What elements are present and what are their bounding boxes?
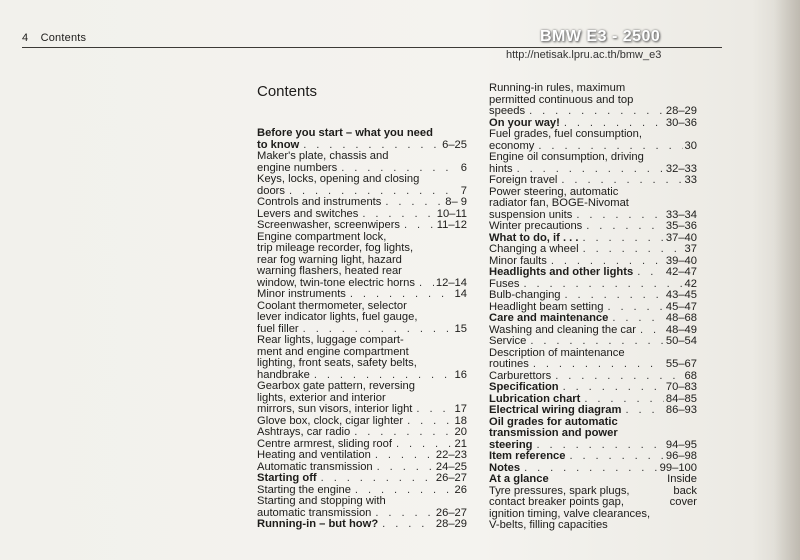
dot-leader <box>415 278 434 290</box>
entry-last-line <box>257 519 467 531</box>
contents-entry <box>257 381 467 416</box>
entry-title-line: fuel filler <box>257 322 299 335</box>
at-a-glance-page-line: back <box>673 484 697 497</box>
entry-title-line: lever indicator lights, fuel gauge, <box>257 311 418 323</box>
entry-title-line: Automatic transmission <box>257 460 373 473</box>
contents-entry <box>257 128 467 151</box>
entry-page-ref: 26–27 <box>435 472 467 484</box>
entry-title-line: Fuses <box>489 277 520 290</box>
entry-page-ref: 32–33 <box>665 162 697 175</box>
entry-page-ref: 10–11 <box>436 207 467 220</box>
contents-entry <box>257 289 467 301</box>
entry-title-line: Rear lights, luggage compart- <box>257 334 404 346</box>
dot-leader <box>381 197 443 209</box>
contents-entry <box>257 174 467 197</box>
dot-leader <box>579 244 683 256</box>
entry-title-line: hints <box>489 162 513 175</box>
entry-page-ref: 55–67 <box>665 358 697 370</box>
entry-title-line: Before you start – what you need <box>257 127 433 139</box>
entry-page-ref: 28–29 <box>435 518 467 530</box>
entry-title-line: warning flashers, heated rear <box>257 265 402 277</box>
entry-page-ref: 8– 9 <box>445 196 467 208</box>
dot-leader <box>608 313 663 325</box>
dot-leader <box>557 175 682 187</box>
entry-title-line: Service <box>489 335 527 347</box>
entry-title-line: Specification <box>489 381 559 393</box>
contents-entry <box>489 348 697 371</box>
entry-title-line: Gearbox gate pattern, reversing <box>257 380 415 392</box>
entry-title-line: Oil grades for automatic <box>489 415 618 428</box>
contents-entry <box>257 427 467 439</box>
entry-title-line: Description of maintenance <box>489 346 625 359</box>
dot-leader <box>603 302 663 314</box>
contents-entry <box>489 313 697 325</box>
header-page-number: 4 <box>22 32 29 44</box>
entry-title-line: suspension units <box>489 208 573 221</box>
entry-last-line <box>489 175 697 187</box>
entry-title-line: lights, exterior and interior <box>257 391 386 404</box>
entry-page-ref: 17 <box>454 403 467 415</box>
dot-leader <box>526 336 664 348</box>
contents-entry <box>257 519 467 531</box>
page-title: Contents <box>257 83 318 100</box>
contents-entry <box>489 382 697 394</box>
entry-title-line: Maker's plate, chassis and <box>257 150 389 162</box>
entry-page-ref: 86–93 <box>665 404 697 416</box>
at-a-glance-page-line: cover <box>669 496 697 508</box>
entry-page-ref: 33–34 <box>665 208 697 221</box>
dot-leader <box>582 221 664 233</box>
contents-entry <box>489 336 697 348</box>
entry-last-line <box>489 290 697 302</box>
entry-last-line <box>489 106 697 118</box>
entry-title-line: Power steering, automatic <box>489 185 619 198</box>
entry-title-line: mirrors, sun visors, interior light <box>257 403 413 415</box>
entry-title-line: steering <box>489 438 533 451</box>
entry-page-ref: 26 <box>454 483 467 496</box>
entry-title-line: What to do, if . . . <box>489 231 579 244</box>
contents-entry <box>489 417 697 452</box>
entry-page-ref: 16 <box>454 368 467 381</box>
entry-title-line: Levers and switches <box>257 207 359 220</box>
entry-page-ref: 43–45 <box>665 289 697 301</box>
entry-title-line: to know <box>257 138 300 151</box>
entry-page-ref: 42 <box>684 277 697 290</box>
entry-title-line: permitted continuous and top <box>489 93 634 106</box>
entry-title-line: On your way! <box>489 116 560 129</box>
entry-page-ref: 48–68 <box>665 312 697 324</box>
dot-leader <box>371 450 434 462</box>
entry-page-ref: 37 <box>684 243 697 255</box>
entry-title-line: Running-in rules, maximum <box>489 82 626 94</box>
entry-page-ref: 30–36 <box>665 116 697 129</box>
entry-page-ref: 30 <box>684 139 697 152</box>
entry-last-line <box>489 359 697 371</box>
entry-page-ref: 68 <box>684 369 697 382</box>
contents-entry <box>257 220 467 232</box>
dot-leader <box>371 508 433 520</box>
entry-title-line: Starting the engine <box>257 483 351 496</box>
entry-last-line <box>257 197 467 209</box>
contents-entry <box>489 175 697 187</box>
contents-entry <box>257 335 467 381</box>
contents-entry <box>257 450 467 462</box>
dot-leader <box>403 416 452 428</box>
dot-leader <box>566 451 664 463</box>
dot-leader <box>559 382 664 394</box>
contents-right-entries <box>489 83 697 474</box>
entry-title-line: Bulb-changing <box>489 289 561 301</box>
at-a-glance-pages <box>667 474 697 509</box>
entry-page-ref: 15 <box>454 322 467 335</box>
entry-page-ref: 6–25 <box>442 138 467 151</box>
entry-page-ref: 20 <box>454 426 467 438</box>
dot-leader <box>633 267 664 279</box>
entry-page-ref: 18 <box>454 414 467 427</box>
entry-title-line: Starting off <box>257 472 317 484</box>
entry-last-line <box>489 382 697 394</box>
entry-page-ref: 11–12 <box>436 219 467 231</box>
entry-page-ref: 39–40 <box>665 254 697 267</box>
entry-title-line: Starting and stopping with <box>257 495 386 507</box>
entry-title-line: Coolant thermometer, selector <box>257 299 407 312</box>
dot-leader <box>572 210 664 222</box>
entry-last-line <box>489 267 697 279</box>
contents-entry <box>257 301 467 336</box>
header-section: Contents <box>40 32 87 44</box>
contents-entry <box>489 187 697 222</box>
watermark-title: BMW E3 - 2500 <box>540 28 661 45</box>
entry-page-ref: 37–40 <box>665 231 697 244</box>
entry-title-line: engine numbers <box>257 161 338 174</box>
contents-entry <box>489 405 697 417</box>
entry-page-ref: 84–85 <box>665 392 697 405</box>
entry-page-ref: 21 <box>454 437 467 450</box>
dot-leader <box>578 233 663 245</box>
contents-entry <box>489 451 697 463</box>
entry-page-ref: 48–49 <box>665 323 697 336</box>
contents-entry <box>489 244 697 256</box>
entry-page-ref: 6 <box>460 161 467 174</box>
header-rule <box>22 47 722 48</box>
entry-title-line: Minor instruments <box>257 288 346 300</box>
entry-page-ref: 24–25 <box>435 460 467 473</box>
entry-title-line: speeds <box>489 105 526 117</box>
contents-entry <box>489 83 697 118</box>
dot-leader <box>317 473 434 485</box>
entry-title-line: Washing and cleaning the car <box>489 323 636 336</box>
entry-page-ref: 28–29 <box>665 105 697 117</box>
at-a-glance-line: V-belts, filling capacities <box>489 519 608 531</box>
entry-title-line: Centre armrest, sliding roof <box>257 437 392 450</box>
entry-title-line: Fuel grades, fuel consumption, <box>489 128 642 140</box>
entry-title-line: window, twin-tone electric horns <box>257 276 415 289</box>
entry-last-line <box>257 450 467 462</box>
entry-last-line <box>489 313 697 325</box>
entry-last-line <box>489 405 697 417</box>
entry-page-ref: 70–83 <box>665 381 697 393</box>
entry-page-ref: 94–95 <box>665 438 697 451</box>
entry-title-line: Engine oil consumption, driving <box>489 151 644 163</box>
contents-entry <box>257 496 467 519</box>
entry-title-line: Carburettors <box>489 369 552 382</box>
entry-title-line: doors <box>257 184 285 197</box>
dot-leader <box>350 427 452 439</box>
entry-title-line: transmission and power <box>489 427 618 439</box>
entry-last-line <box>257 220 467 232</box>
entry-last-line <box>489 244 697 256</box>
watermark-url: http://netisak.lpru.ac.th/bmw_e3 <box>506 49 662 61</box>
entry-last-line <box>489 451 697 463</box>
entry-last-line <box>257 289 467 301</box>
entry-page-ref: 35–36 <box>665 220 697 232</box>
entry-title-line: Foreign travel <box>489 174 558 186</box>
entry-title-line: Minor faults <box>489 254 547 267</box>
entry-title-line: Headlight beam setting <box>489 300 604 313</box>
dot-leader <box>400 220 435 232</box>
at-a-glance-line: contact breaker points gap, <box>489 496 624 508</box>
dot-leader <box>551 371 682 383</box>
entry-title-line: ment and engine compartment <box>257 345 409 358</box>
entry-page-ref: 45–47 <box>665 300 697 313</box>
entry-page-ref: 33 <box>684 174 697 186</box>
entry-title-line: radiator fan, BOGE-Nivomat <box>489 197 629 209</box>
dot-leader <box>373 462 434 474</box>
contents-right-column <box>489 83 697 532</box>
entry-page-ref: 42–47 <box>665 266 697 278</box>
entry-title-line: Engine compartment lock, <box>257 230 387 243</box>
entry-last-line <box>257 404 467 416</box>
at-a-glance-line: ignition timing, valve clearances, <box>489 507 651 520</box>
entry-page-ref: 99–100 <box>659 461 697 474</box>
contents-entry <box>489 290 697 302</box>
entry-title-line: Item reference <box>489 450 566 462</box>
entry-last-line <box>257 473 467 485</box>
entry-page-ref: 14 <box>454 288 467 300</box>
dot-leader <box>529 359 664 371</box>
contents-entry <box>257 151 467 174</box>
entry-title-line: Glove box, clock, cigar lighter <box>257 414 404 427</box>
entry-title-line: Care and maintenance <box>489 312 609 324</box>
at-a-glance-heading: At a glance <box>489 473 549 485</box>
entry-title-line: Ashtrays, car radio <box>257 426 351 438</box>
at-a-glance-entry <box>489 474 697 532</box>
entry-last-line <box>489 221 697 233</box>
entry-title-line: rear fog warning light, hazard <box>257 253 402 266</box>
contents-entry <box>489 221 697 233</box>
entry-title-line: trip mileage recorder, fog lights, <box>257 242 414 254</box>
entry-title-line: Changing a wheel <box>489 243 579 255</box>
entry-page-ref: 7 <box>460 184 467 197</box>
entry-title-line: Electrical wiring diagram <box>489 404 622 416</box>
running-header <box>22 32 86 44</box>
entry-page-ref: 26–27 <box>435 506 467 519</box>
dot-leader <box>561 290 664 302</box>
entry-title-line: routines <box>489 358 529 370</box>
contents-entry <box>257 197 467 209</box>
entry-title-line: lighting, front seats, safety belts, <box>257 357 417 369</box>
contents-entry <box>489 152 697 175</box>
entry-title-line: Lubrication chart <box>489 392 581 405</box>
entry-page-ref: 22–23 <box>435 449 467 461</box>
contents-entry <box>257 232 467 290</box>
dot-leader <box>412 404 452 416</box>
entry-title-line: handbrake <box>257 368 310 381</box>
entry-title-line: Running-in – but how? <box>257 518 379 530</box>
dot-leader <box>525 106 664 118</box>
entry-title-line: economy <box>489 139 535 152</box>
dot-leader <box>346 289 453 301</box>
contents-entry <box>489 267 697 279</box>
contents-entry <box>489 129 697 152</box>
entry-title-line: Headlights and other lights <box>489 266 634 278</box>
entry-title-line: Notes <box>489 461 521 474</box>
dot-leader <box>621 405 663 417</box>
page-edge-shadow <box>774 0 800 560</box>
entry-page-ref: 12–14 <box>435 276 467 289</box>
entry-title-line: Screenwasher, screenwipers <box>257 219 401 231</box>
entry-page-ref: 50–54 <box>665 335 697 347</box>
entry-title-line: Heating and ventilation <box>257 449 371 461</box>
dot-leader <box>378 519 434 531</box>
entry-title-line: Controls and instruments <box>257 196 382 208</box>
entry-last-line <box>489 336 697 348</box>
entry-page-ref: 96–98 <box>665 450 697 462</box>
at-a-glance-page-line: Inside <box>667 473 697 485</box>
entry-last-line <box>257 427 467 439</box>
entry-title-line: Winter precautions <box>489 220 583 232</box>
contents-entry <box>257 473 467 485</box>
dot-leader <box>636 325 664 337</box>
at-a-glance-line: Tyre pressures, spark plugs, <box>489 484 630 497</box>
entry-title-line: automatic transmission <box>257 506 372 519</box>
entry-title-line: Keys, locks, opening and closing <box>257 173 420 185</box>
contents-left-column <box>257 128 467 531</box>
